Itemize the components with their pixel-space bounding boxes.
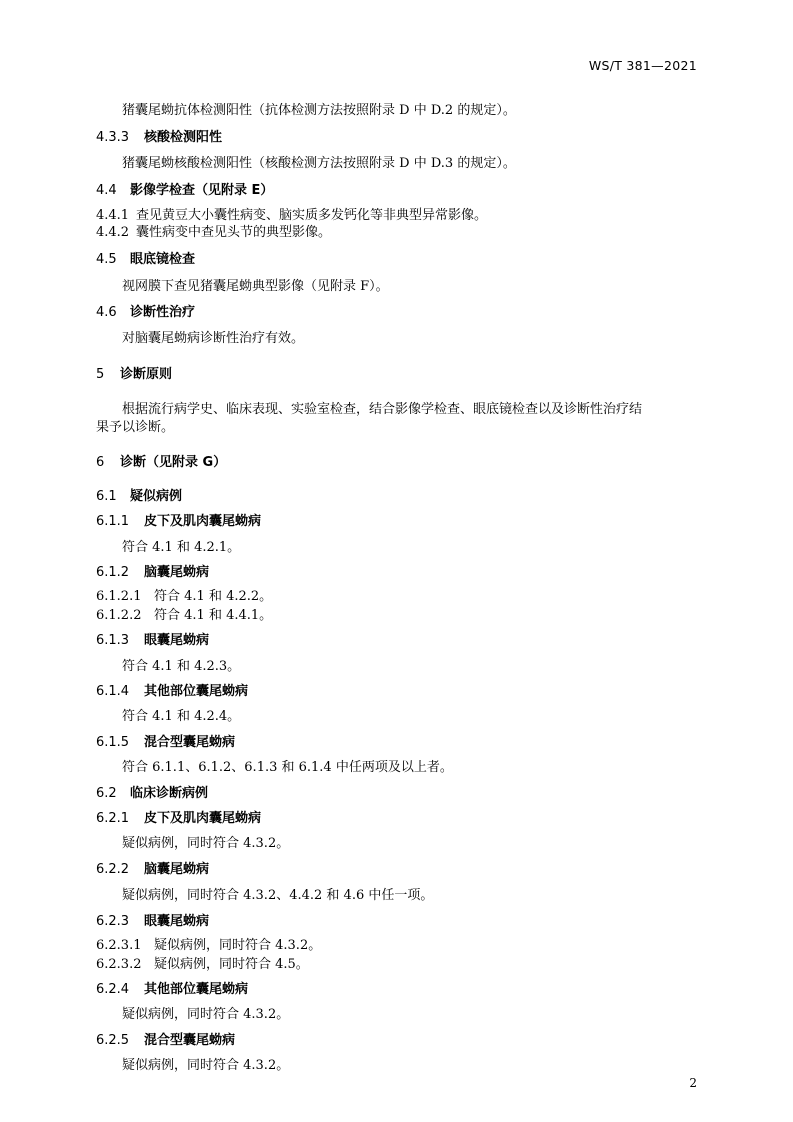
- section-number: 4.3.3: [96, 130, 130, 145]
- section-heading: [96, 485, 793, 504]
- section-heading: [96, 510, 793, 529]
- item-number: 4.4.1: [96, 208, 130, 223]
- section-heading: [96, 1029, 793, 1048]
- section-title: 脑囊尾蚴病: [144, 565, 210, 580]
- numbered-item: [96, 221, 793, 240]
- paragraph-text: 疑似病例，同时符合 4.3.2。: [122, 836, 290, 851]
- section-number: 6.2.2: [96, 862, 130, 877]
- section-heading: [96, 126, 793, 145]
- section-number: 4.5: [96, 252, 117, 267]
- section-title: 临床诊断病例: [130, 786, 209, 801]
- item-text: 符合 4.1 和 4.4.1。: [154, 608, 273, 623]
- paragraph-text: 符合 4.1 和 4.2.1。: [122, 540, 241, 555]
- paragraph-text: 根据流行病学史、临床表现、实验室检查，结合影像学检查、眼底镜检查以及诊断性治疗结: [122, 402, 643, 417]
- section-title: 其他部位囊尾蚴病: [144, 684, 249, 699]
- section-number: 4.4: [96, 183, 117, 198]
- numbered-item: [96, 953, 793, 972]
- paragraph-text: 疑似病例，同时符合 4.3.2。: [122, 1058, 290, 1073]
- section-heading: [96, 910, 793, 929]
- item-text: 符合 4.1 和 4.2.2。: [154, 589, 273, 604]
- paragraph-text: 对脑囊尾蚴病诊断性治疗有效。: [122, 331, 305, 346]
- section-title: 眼底镜检查: [130, 252, 196, 267]
- section-number: 6.2.4: [96, 982, 130, 997]
- section-title: 皮下及肌肉囊尾蚴病: [144, 514, 262, 529]
- item-number: 6.2.3.2: [96, 957, 142, 972]
- section-title: 疑似病例: [130, 489, 183, 504]
- paragraph-text: 符合 4.1 和 4.2.3。: [122, 659, 241, 674]
- section-title: 脑囊尾蚴病: [144, 862, 210, 877]
- section-heading: [96, 782, 793, 801]
- numbered-item: [96, 934, 793, 953]
- section-title: 皮下及肌肉囊尾蚴病: [144, 811, 262, 826]
- section-number: 6.2.1: [96, 811, 130, 826]
- section-heading: [96, 561, 793, 580]
- section-heading: [96, 978, 793, 997]
- section-number: 6.1.1: [96, 514, 130, 529]
- paragraph-text: 果予以诊断。: [96, 420, 175, 435]
- paragraph-text: 疑似病例，同时符合 4.3.2。: [122, 1007, 290, 1022]
- section-heading: [96, 301, 793, 320]
- section-number: 6.2: [96, 786, 117, 801]
- section-number: 5: [96, 367, 105, 382]
- numbered-item: [96, 604, 793, 623]
- section-title: 眼囊尾蚴病: [144, 914, 210, 929]
- section-number: 6: [96, 455, 105, 470]
- paragraph-text: 符合 6.1.1、6.1.2、6.1.3 和 6.1.4 中任两项及以上者。: [122, 760, 453, 775]
- section-heading: [96, 680, 793, 699]
- section-heading: [96, 248, 793, 267]
- section-title: 眼囊尾蚴病: [144, 633, 210, 648]
- section-heading: [96, 858, 793, 877]
- section-title: 其他部位囊尾蚴病: [144, 982, 249, 997]
- section-heading: [96, 731, 793, 750]
- section-number: 6.1.5: [96, 735, 130, 750]
- paragraph-text: 猪囊尾蚴抗体检测阳性（抗体检测方法按照附录 D 中 D.2 的规定）。: [122, 103, 516, 118]
- section-heading: [96, 363, 793, 382]
- paragraph-text: 疑似病例，同时符合 4.3.2、4.4.2 和 4.6 中任一项。: [122, 888, 434, 903]
- section-title: 混合型囊尾蚴病: [144, 1033, 236, 1048]
- section-number: 6.1.3: [96, 633, 130, 648]
- item-text: 疑似病例，同时符合 4.5。: [154, 957, 309, 972]
- section-title: 核酸检测阳性: [144, 130, 223, 145]
- item-number: 4.4.2: [96, 225, 130, 240]
- section-number: 4.6: [96, 305, 117, 320]
- section-title: 影像学检查（见附录 E）: [130, 183, 274, 198]
- item-text: 疑似病例，同时符合 4.3.2。: [154, 938, 322, 953]
- section-title: 诊断原则: [120, 367, 173, 382]
- paragraph-text: 猪囊尾蚴核酸检测阳性（核酸检测方法按照附录 D 中 D.3 的规定）。: [122, 156, 516, 171]
- item-text: 囊性病变中查见头节的典型影像。: [136, 225, 332, 240]
- item-number: 6.2.3.1: [96, 938, 142, 953]
- section-title: 诊断性治疗: [130, 305, 196, 320]
- section-number: 6.1.2: [96, 565, 130, 580]
- standard-code-header: WS/T 381—2021: [588, 58, 697, 73]
- section-title: 混合型囊尾蚴病: [144, 735, 236, 750]
- item-number: 6.1.2.1: [96, 589, 142, 604]
- section-number: 6.2.3: [96, 914, 130, 929]
- paragraph-text: 符合 4.1 和 4.2.4。: [122, 709, 241, 724]
- section-number: 6.1: [96, 489, 117, 504]
- item-number: 6.1.2.2: [96, 608, 142, 623]
- section-number: 6.2.5: [96, 1033, 130, 1048]
- section-heading: [96, 451, 793, 470]
- section-heading: [96, 629, 793, 648]
- section-heading: [96, 807, 793, 826]
- paragraph-text: 视网膜下查见猪囊尾蚴典型影像（见附录 F）。: [122, 279, 389, 294]
- page-number: 2: [689, 1076, 697, 1090]
- item-text: 查见黄豆大小囊性病变、脑实质多发钙化等非典型异常影像。: [136, 208, 488, 223]
- section-heading: [96, 179, 793, 198]
- section-title: 诊断（见附录 G）: [120, 455, 227, 470]
- numbered-item: [96, 585, 793, 604]
- section-number: 6.1.4: [96, 684, 130, 699]
